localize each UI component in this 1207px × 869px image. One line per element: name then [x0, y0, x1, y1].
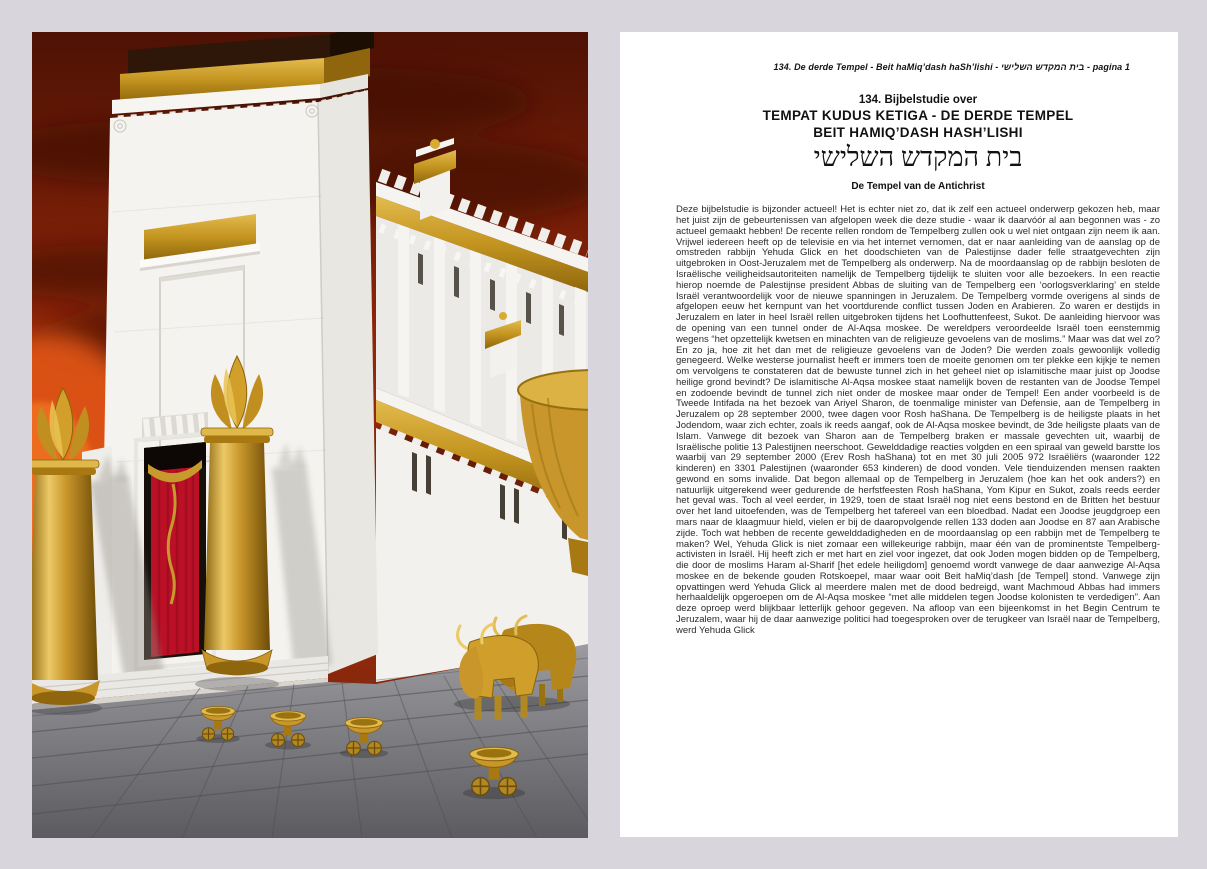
document-page — [620, 32, 1178, 837]
temple-render — [32, 32, 588, 838]
body-text: Deze bijbelstudie is bijzonder actueel! Het is echter niet zo, dat ik zelf een actueel onderwerp gekozen heb, maar het juist zijn de gebeurtenissen van afgelopen week die deze studie - waar ik daarvóór al aan begonnen was - zo actueel gemaakt hebben! De recente rellen rondom de Tempelberg zullen ook u wel niet ontgaan zijn neem ik aan. Vrijwel iedereen heeft op de televisie en via het internet vernomen, dat er naar aanleiding van de aanslag op de omstreden rabbijn Yehuda Glick en het doodschieten van de Palestijnse dader felle straatgevechten zijn uitgebroken in Oost-Jeruzalem met de Tempelberg als onderwerp. Na de moordaanslag op de rabbijn besloten de Israëlische veiligheidsautoriteiten namelijk de Tempelberg tijdelijk te sluiten voor alle bezoekers. In een reactie hierop noemde de Palestijnse president Abbas de sluiting van de Tempelberg een ‘oorlogsverklaring’ en stelde Israël verantwoordelijk voor de nieuwe spanningen in Jeruzalem. De Tempelberg vormde overigens al sinds de afgelopen eeuw het kernpunt van het voortdurende conflict tussen Joden en Arabieren. Zo waren er destijds in Jeruzalem en later in heel Israël rellen uitgebroken tijdens het Loofhuttenfeest, Sukot. De aanleiding hiervoor was de opening van een tunnel onder de Al-Aqsa moskee. De wereldpers veroordeelde Israël toen eenstemmig wegens “het opzettelijk kwetsen en minachten van de religieuze gevoelens van de moslims.” Maar was dat wel zo? En zo ja, hoe zit het dan met de religieuze gevoelens van de Joden? Die werden zoals gewoonlijk volledig genegeerd. Welke westerse journalist heeft er immers toen de moeite genomen om ter plekke een kijkje te nemen om vervolgens te constateren dat de bewuste tunnel zich in het geheel niet op islamitische maar juist op Joodse heilige grond bevindt? De islamitische Al-Aqsa moskee staat namelijk boven de restanten van de Joodse Tempel en zodoende bevindt de tunnel zich niet onder de moskee maar onder de Tempel! Een ander voorbeeld is de Tweede Intifada na het bezoek van Ariyel Sharon, de toenmalige minister van Defensie, aan de Tempelberg in Jeruzalem op 28 september 2000, twee dagen voor Rosh haShana. De Tempelberg is de heiligste plaats in het Jodendom, waar zich echter, zoals ik reeds aangaf, ook de Al-Aqsa moskee bevindt, de 3de heiligste plaats van de Islam. Vanwege dit bezoek van Sharon aan de Tempelberg braken er massale gevechten uit, waarbij de Israëlische politie 13 Palestijnen neerschoot. Gewelddadige reacties volgden en een spiraal van geweld barstte los waarbij van 29 september 2000 (Erev Rosh haShana) tot en met 30 juli 2005 972 Israëliërs (waaronder 122 kinderen) en 3301 Palestijnen (waaronder 653 kinderen) de dood vonden. Vele tienduizenden mensen raakten gewond en soms invalide. Dat begon allemaal op de Tempelberg in Jeruzalem (hoe kan het ook anders?) en natuurlijk uitgerekend weer gedurende de herfstfeesten Rosh haShana, Yom Kipur en Sukot, zoals reeds eerder het geval was. Toch al veel eerder, in 1929, toen de staat Israël nog niet eens bestond en de Britten het bestuur over het land uitoefenden, was de Tempelberg het tafereel van een bloedbad. Nadat een Joodse jeugdgroep een mars naar de klaagmuur hield, vielen er bij de daaropvolgende rellen 133 doden aan Joodse en 87 aan Arabische zijde. Toch wat hebben de recente gewelddadigheden en de moordaanslag op een rabbijn met de Tempelberg te maken? Wel, Yehuda Glick is niet zomaar een willekeurige rabbijn, maar één van de prominentste Tempelberg-activisten in Israël. Hij heeft zich er met hart en ziel voor ingezet, dat ook Joden mogen bidden op de Tempelberg, die door de moslims Haram al-Sharif [het edele heiligdom] genoemd wordt vanwege de daar aanwezige Al-Aqsa moskee en de bekende gouden Rotskoepel, maar waar ooit Beit haMiq’dash [de Tempel] stond. Vanwege zijn opvattingen werd Yehuda Glick al meerdere malen met de dood bedreigd, want Machmoud Abbas had immers herhaaldelijk opgeroepen om de Al-Aqsa moskee “met alle middelen tegen Joodse kolonisten te verdedigen”. Aan deze oproep werd blijkbaar letterlijk gehoor gegeven. Na afloop van een bijeenkomst in het Begin Centrum te Jeruzalem, waar hij de daar aanwezige politici had toegesproken over de terugkeer van Israël naar de Tempelberg, werd Yehuda Glick — [676, 204, 1160, 636]
transliteration-title: BEIT HAMIQ’DASH HASH’LISHI — [813, 125, 1023, 140]
subtitle: De Tempel van de Antichrist — [851, 181, 985, 193]
study-number-title: 134. Bijbelstudie over — [858, 94, 978, 106]
hebrew-title: בית המקדש השלישי — [813, 142, 1023, 172]
temple-illustration — [32, 32, 588, 838]
running-header: 134. De derde Tempel - Beit haMiq’dash haSh’lishi - בית המקדש השלישי - pagina 1 — [773, 62, 1130, 72]
main-title: TEMPAT KUDUS KETIGA - DE DERDE TEMPEL — [762, 108, 1074, 123]
